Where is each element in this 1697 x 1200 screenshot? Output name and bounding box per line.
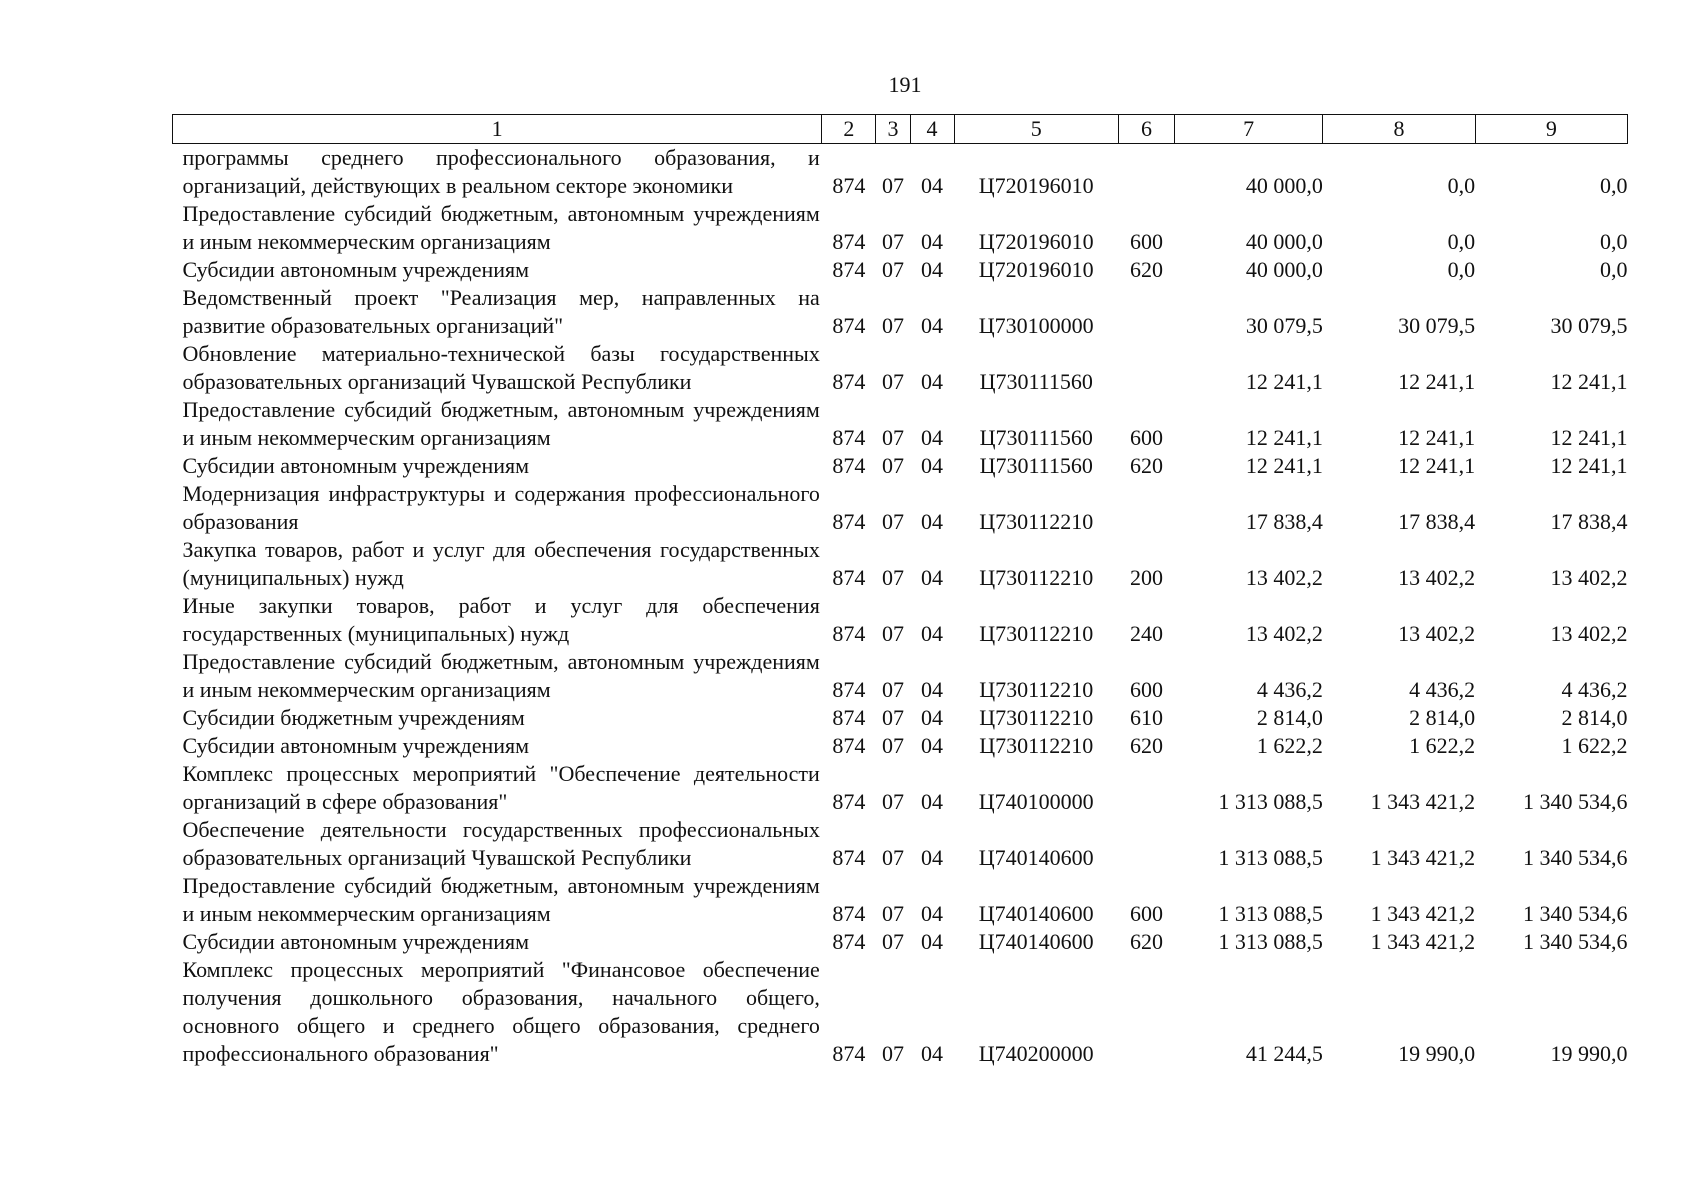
expense-type: 620 — [1129, 257, 1163, 282]
target-article: Ц720196010 — [978, 229, 1094, 254]
amount-col-7: 12 241,1 — [1245, 369, 1323, 394]
section-code: 07 — [881, 425, 904, 450]
subsection-code: 04 — [921, 705, 944, 730]
target-article: Ц740140600 — [978, 901, 1094, 926]
amount-col-7: 2 814,0 — [1256, 705, 1323, 730]
page-number: 191 — [888, 72, 922, 97]
amount-col-8: 13 402,2 — [1398, 621, 1476, 646]
header-col-1: 1 — [173, 115, 822, 144]
subsection-code: 04 — [921, 313, 944, 338]
amount-col-8: 1 622,2 — [1409, 733, 1476, 758]
table-row — [173, 340, 1628, 396]
section-code: 07 — [881, 229, 904, 254]
target-article: Ц720196010 — [978, 173, 1094, 198]
target-article: Ц730112210 — [979, 509, 1094, 534]
ministry-code: 874 — [832, 453, 866, 478]
amount-col-7: 13 402,2 — [1245, 565, 1323, 590]
header-col-5: 5 — [954, 115, 1118, 144]
amount-col-9: 17 838,4 — [1550, 509, 1628, 534]
row-name: Предоставление субсидий бюджетным, автономным учреждениям и иным некоммерческим организациям — [182, 873, 820, 926]
amount-col-8: 1 343 421,2 — [1370, 901, 1476, 926]
expense-type: 240 — [1129, 621, 1163, 646]
amount-col-9: 1 622,2 — [1561, 733, 1628, 758]
expense-type: 200 — [1129, 565, 1163, 590]
header-col-4: 4 — [910, 115, 954, 144]
amount-col-8: 2 814,0 — [1409, 705, 1476, 730]
section-code: 07 — [881, 733, 904, 758]
row-name: Закупка товаров, работ и услуг для обеспечения государственных (муниципальных) нужд — [182, 537, 820, 590]
ministry-code: 874 — [832, 789, 866, 814]
target-article: Ц730112210 — [979, 621, 1094, 646]
amount-col-7: 13 402,2 — [1245, 621, 1323, 646]
ministry-code: 874 — [832, 621, 866, 646]
row-name: Ведомственный проект "Реализация мер, направленных на развитие образовательных организаций" — [182, 285, 820, 338]
table-row — [173, 704, 1628, 732]
amount-col-8: 0,0 — [1447, 173, 1476, 198]
table-row — [173, 396, 1628, 452]
target-article: Ц720196010 — [978, 257, 1094, 282]
section-code: 07 — [881, 509, 904, 534]
header-col-9: 9 — [1475, 115, 1627, 144]
amount-col-7: 1 313 088,5 — [1218, 929, 1323, 954]
amount-col-9: 0,0 — [1600, 257, 1628, 282]
amount-col-8: 1 343 421,2 — [1370, 929, 1476, 954]
section-code: 07 — [881, 173, 904, 198]
expense-type — [1118, 760, 1174, 816]
ministry-code: 874 — [832, 369, 866, 394]
ministry-code: 874 — [832, 845, 866, 870]
header-col-7: 7 — [1175, 115, 1323, 144]
expense-type: 600 — [1129, 677, 1163, 702]
row-name: Обновление материально-технической базы государственных образовательных организаций Чувашской Республики — [182, 341, 820, 394]
section-code: 07 — [881, 705, 904, 730]
ministry-code: 874 — [832, 229, 866, 254]
subsection-code: 04 — [921, 257, 944, 282]
row-name: Субсидии автономным учреждениям — [182, 929, 530, 954]
row-name: Иные закупки товаров, работ и услуг для обеспечения государственных (муниципальных) нужд — [182, 593, 820, 646]
amount-col-7: 30 079,5 — [1245, 313, 1323, 338]
amount-col-7: 17 838,4 — [1245, 509, 1323, 534]
expense-type: 600 — [1129, 229, 1163, 254]
amount-col-9: 0,0 — [1600, 173, 1628, 198]
subsection-code: 04 — [921, 789, 944, 814]
section-code: 07 — [881, 257, 904, 282]
row-name: Предоставление субсидий бюджетным, автономным учреждениям и иным некоммерческим организациям — [182, 397, 820, 450]
ministry-code: 874 — [832, 425, 866, 450]
row-name: Модернизация инфраструктуры и содержания профессионального образования — [182, 481, 820, 534]
amount-col-8: 1 343 421,2 — [1370, 789, 1476, 814]
subsection-code: 04 — [921, 901, 944, 926]
ministry-code: 874 — [832, 901, 866, 926]
ministry-code: 874 — [832, 509, 866, 534]
expense-type — [1118, 480, 1174, 536]
amount-col-7: 1 313 088,5 — [1218, 789, 1323, 814]
header-col-3: 3 — [876, 115, 910, 144]
section-code: 07 — [881, 845, 904, 870]
target-article: Ц730112210 — [979, 677, 1094, 702]
amount-col-9: 19 990,0 — [1550, 1041, 1628, 1066]
expense-type — [1118, 284, 1174, 340]
table-row — [173, 592, 1628, 648]
table-row — [173, 928, 1628, 956]
subsection-code: 04 — [921, 565, 944, 590]
expense-type — [1118, 956, 1174, 1068]
expense-type: 600 — [1129, 425, 1163, 450]
section-code: 07 — [881, 313, 904, 338]
subsection-code: 04 — [921, 621, 944, 646]
subsection-code: 04 — [921, 1041, 944, 1066]
table-row — [173, 284, 1628, 340]
amount-col-8: 17 838,4 — [1398, 509, 1476, 534]
target-article: Ц740140600 — [978, 929, 1094, 954]
header-col-6: 6 — [1118, 115, 1174, 144]
target-article: Ц740200000 — [978, 1041, 1094, 1066]
amount-col-9: 12 241,1 — [1550, 425, 1628, 450]
target-article: Ц730111560 — [979, 425, 1093, 450]
amount-col-9: 1 340 534,6 — [1523, 929, 1628, 954]
amount-col-7: 40 000,0 — [1245, 229, 1323, 254]
section-code: 07 — [881, 1041, 904, 1066]
subsection-code: 04 — [921, 229, 944, 254]
amount-col-8: 12 241,1 — [1398, 369, 1476, 394]
ministry-code: 874 — [832, 313, 866, 338]
row-name: Обеспечение деятельности государственных профессиональных образовательных организаций Чувашской Республики — [182, 817, 820, 870]
amount-col-7: 12 241,1 — [1245, 453, 1323, 478]
amount-col-8: 1 343 421,2 — [1370, 845, 1476, 870]
header-col-2: 2 — [822, 115, 876, 144]
amount-col-9: 12 241,1 — [1550, 453, 1628, 478]
ministry-code: 874 — [832, 733, 866, 758]
amount-col-7: 40 000,0 — [1245, 173, 1323, 198]
section-code: 07 — [881, 901, 904, 926]
target-article: Ц730100000 — [978, 313, 1094, 338]
amount-col-8: 30 079,5 — [1398, 313, 1476, 338]
expense-type — [1118, 144, 1174, 201]
target-article: Ц730112210 — [979, 733, 1094, 758]
row-name: Предоставление субсидий бюджетным, автономным учреждениям и иным некоммерческим организациям — [182, 201, 820, 254]
amount-col-7: 4 436,2 — [1256, 677, 1323, 702]
ministry-code: 874 — [832, 705, 866, 730]
amount-col-7: 1 313 088,5 — [1218, 845, 1323, 870]
subsection-code: 04 — [921, 733, 944, 758]
amount-col-8: 0,0 — [1447, 229, 1476, 254]
table-row — [173, 956, 1628, 1068]
amount-col-9: 1 340 534,6 — [1523, 845, 1628, 870]
row-name: Комплекс процессных мероприятий "Финансовое обеспечение получения дошкольного образования, начального общего, основного общего и среднего общего образования, среднего профессионального образования" — [182, 957, 820, 1066]
table-row — [173, 256, 1628, 284]
table-row — [173, 648, 1628, 704]
section-code: 07 — [881, 929, 904, 954]
header-row — [173, 115, 1628, 144]
section-code: 07 — [881, 789, 904, 814]
target-article: Ц740100000 — [978, 789, 1094, 814]
row-name: программы среднего профессионального образования, и организаций, действующих в реальном секторе экономики — [182, 145, 820, 198]
amount-col-8: 0,0 — [1447, 257, 1476, 282]
amount-col-8: 12 241,1 — [1398, 453, 1476, 478]
table-row — [173, 536, 1628, 592]
amount-col-9: 2 814,0 — [1561, 705, 1628, 730]
target-article: Ц740140600 — [978, 845, 1094, 870]
target-article: Ц730112210 — [979, 705, 1094, 730]
subsection-code: 04 — [921, 845, 944, 870]
budget-table — [172, 114, 1628, 1068]
amount-col-9: 1 340 534,6 — [1523, 789, 1628, 814]
amount-col-9: 4 436,2 — [1561, 677, 1628, 702]
ministry-code: 874 — [832, 1041, 866, 1066]
section-code: 07 — [881, 677, 904, 702]
expense-type: 600 — [1129, 901, 1163, 926]
table-row — [173, 732, 1628, 760]
section-code: 07 — [881, 565, 904, 590]
row-name: Субсидии автономным учреждениям — [182, 453, 530, 478]
section-code: 07 — [881, 621, 904, 646]
subsection-code: 04 — [921, 677, 944, 702]
table-row — [173, 452, 1628, 480]
subsection-code: 04 — [921, 425, 944, 450]
amount-col-7: 12 241,1 — [1245, 425, 1323, 450]
expense-type — [1118, 340, 1174, 396]
amount-col-8: 19 990,0 — [1398, 1041, 1476, 1066]
table-row — [173, 816, 1628, 872]
amount-col-9: 1 340 534,6 — [1523, 901, 1628, 926]
expense-type: 620 — [1129, 453, 1163, 478]
subsection-code: 04 — [921, 453, 944, 478]
table-row — [173, 872, 1628, 928]
amount-col-8: 4 436,2 — [1409, 677, 1476, 702]
ministry-code: 874 — [832, 565, 866, 590]
table-row — [173, 144, 1628, 201]
row-name: Субсидии бюджетным учреждениям — [182, 705, 525, 730]
ministry-code: 874 — [832, 929, 866, 954]
row-name: Комплекс процессных мероприятий "Обеспечение деятельности организаций в сфере образования" — [182, 761, 820, 814]
amount-col-7: 41 244,5 — [1245, 1041, 1323, 1066]
target-article: Ц730111560 — [979, 369, 1093, 394]
subsection-code: 04 — [921, 173, 944, 198]
expense-type — [1118, 816, 1174, 872]
ministry-code: 874 — [832, 173, 866, 198]
amount-col-7: 1 622,2 — [1256, 733, 1323, 758]
table-body — [173, 144, 1628, 1069]
table-row — [173, 480, 1628, 536]
expense-type: 620 — [1129, 929, 1163, 954]
expense-type: 610 — [1129, 705, 1163, 730]
row-name: Предоставление субсидий бюджетным, автономным учреждениям и иным некоммерческим организациям — [182, 649, 820, 702]
row-name: Субсидии автономным учреждениям — [182, 257, 530, 282]
amount-col-9: 13 402,2 — [1550, 621, 1628, 646]
row-name: Субсидии автономным учреждениям — [182, 733, 530, 758]
amount-col-7: 1 313 088,5 — [1218, 901, 1323, 926]
amount-col-9: 13 402,2 — [1550, 565, 1628, 590]
target-article: Ц730111560 — [979, 453, 1093, 478]
section-code: 07 — [881, 369, 904, 394]
amount-col-9: 12 241,1 — [1550, 369, 1628, 394]
target-article: Ц730112210 — [979, 565, 1094, 590]
amount-col-9: 0,0 — [1600, 229, 1628, 254]
ministry-code: 874 — [832, 257, 866, 282]
ministry-code: 874 — [832, 677, 866, 702]
amount-col-7: 40 000,0 — [1245, 257, 1323, 282]
amount-col-8: 13 402,2 — [1398, 565, 1476, 590]
header-col-8: 8 — [1323, 115, 1475, 144]
subsection-code: 04 — [921, 509, 944, 534]
expense-type: 620 — [1129, 733, 1163, 758]
amount-col-8: 12 241,1 — [1398, 425, 1476, 450]
table-row — [173, 760, 1628, 816]
section-code: 07 — [881, 453, 904, 478]
amount-col-9: 30 079,5 — [1550, 313, 1628, 338]
subsection-code: 04 — [921, 369, 944, 394]
subsection-code: 04 — [921, 929, 944, 954]
table-row — [173, 200, 1628, 256]
